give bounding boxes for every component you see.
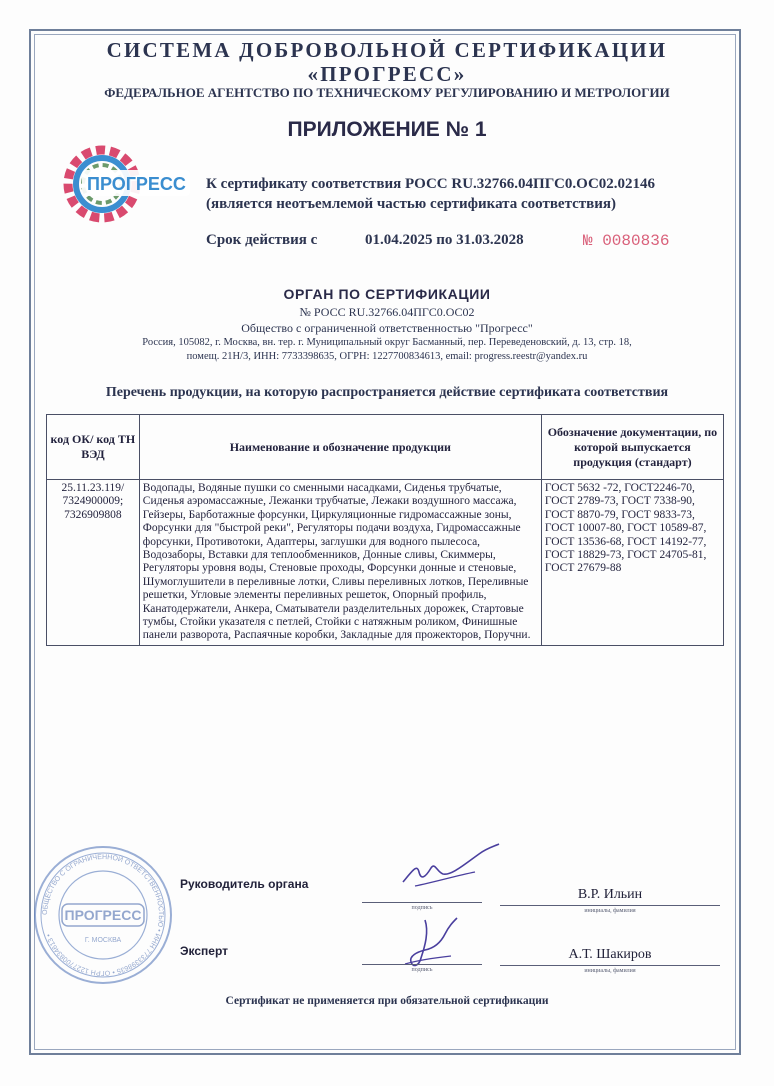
expert-sign-caption: подпись: [411, 967, 433, 973]
cell-name: Водопады, Водяные пушки со сменными насадками, Сиденья трубчатые, Сиденья аэромассажные, Лежанки трубчатые, Лежаки воздушного массажа, Гейзеры, Барботажные форсунки, Циркуляционные гидромассажные зоны, Форсунки для "быстрой реки", Регуляторы подачи воздуха, Гидромассажные форсунки, Противотоки, Адаптеры, заглушки для водного пылесоса, Водозаборы, Вставки для теплообменников, Донные сливы, Скиммеры, Регуляторы уровня воды, Стеновые проходы, Форсунки донные и стеновые, Шумоглушители в переливные лотки, Сливы переливных лотков, Переливные решетки, Угловые элементы переливных решеток, Опорный профиль, Канатодержатели, Анкера, Сматыватели разделительных дорожек, Стартовые тумбы, Стойки указателя с петлей, Стойки с натяжным роликом, Финишные панели разворота, Распаячные коробки, Закладные для прожекторов, Поручни.: [139, 480, 541, 646]
header-docs: Обозначение документации, по которой выпускается продукция (стандарт): [541, 415, 723, 480]
expert-label: Эксперт: [180, 944, 229, 958]
head-name-caption: инициалы, фамилия: [584, 908, 636, 914]
expert-name-caption: инициалы, фамилия: [584, 968, 636, 974]
gear-logo-icon: [54, 136, 194, 232]
head-sign-caption: подпись: [411, 905, 433, 911]
validity-label: Срок действия с: [206, 232, 318, 248]
table-header-row: [47, 415, 724, 480]
organ-title: ОРГАН ПО СЕРТИФИКАЦИИ: [283, 286, 491, 302]
product-list-title: Перечень продукции, на которую распространяется действие сертификата соответствия: [105, 385, 669, 400]
organ-reg-number: № РОСС RU.32766.04ПГС0.ОС02: [299, 305, 475, 319]
stamp-city: Г. МОСКВА: [84, 937, 122, 944]
stamp-text: ПРОГРЕСС: [64, 907, 142, 923]
system-title: СИСТЕМА ДОБРОВОЛЬНОЙ СЕРТИФИКАЦИИ: [106, 38, 668, 62]
header-code: код ОК/ код ТН ВЭД: [47, 415, 140, 480]
cell-code: 25.11.23.119/ 7324900009; 7326909808: [47, 480, 140, 646]
stamp-ring-text: ОБЩЕСТВО С ОГРАНИЧЕННОЙ ОТВЕТСТВЕННОСТЬЮ • ИНН 7733398635 • ОГРН 1227700834613 •: [41, 853, 165, 977]
certificate-note: (является неотъемлемой частью сертификата соответствия): [206, 196, 617, 212]
head-name-line: [500, 905, 720, 906]
expert-name-line: [500, 965, 720, 966]
logo-text: ПРОГРЕСС: [87, 174, 186, 194]
table-row: [47, 480, 724, 646]
head-signature: [395, 842, 505, 892]
cell-docs: ГОСТ 5632 -72, ГОСТ2246-70, ГОСТ 2789-73, ГОСТ 7338-90, ГОСТ 8870-79, ГОСТ 9833-73, ГОСТ 10007-80, ГОСТ 10589-87, ГОСТ 13536-68, ГОСТ 14192-77, ГОСТ 18829-73, ГОСТ 24705-81, ГОСТ 27679-88: [541, 480, 723, 646]
certificate-reference: К сертификату соответствия РОСС RU.32766.04ПГС0.ОС02.02146: [206, 176, 656, 192]
expert-name: А.Т. Шакиров: [568, 947, 652, 962]
validity-dates: 01.04.2025 по 31.03.2028: [365, 232, 524, 248]
organ-address-line2: помещ. 21Н/3, ИНН: 7733398635, ОГРН: 1227700834613, email: progress.reestr@yandex.ru: [186, 351, 588, 362]
organ-address-line1: Россия, 105082, г. Москва, вн. тер. г. Муниципальный округ Басманный, пер. Переведеновский, д. 13, стр. 18,: [142, 337, 632, 348]
head-label: Руководитель органа: [180, 877, 309, 891]
appendix-title: ПРИЛОЖЕНИЕ № 1: [287, 118, 487, 141]
organ-stamp: [28, 840, 178, 990]
head-sign-line: [362, 902, 482, 903]
header-name: Наименование и обозначение продукции: [139, 415, 541, 480]
form-number: № 0080836: [583, 232, 670, 250]
footer-note: Сертификат не применяется при обязательной сертификации: [225, 995, 549, 1007]
agency-title: ФЕДЕРАЛЬНОЕ АГЕНТСТВО ПО ТЕХНИЧЕСКОМУ РЕГУЛИРОВАНИЮ И МЕТРОЛОГИИ: [104, 85, 670, 100]
product-table: [46, 414, 724, 646]
expert-sign-line: [362, 964, 482, 965]
system-name: «ПРОГРЕСС»: [307, 62, 467, 86]
organ-name: Общество с ограниченной ответственностью "Прогресс": [241, 321, 533, 335]
head-name: В.Р. Ильин: [577, 887, 643, 902]
